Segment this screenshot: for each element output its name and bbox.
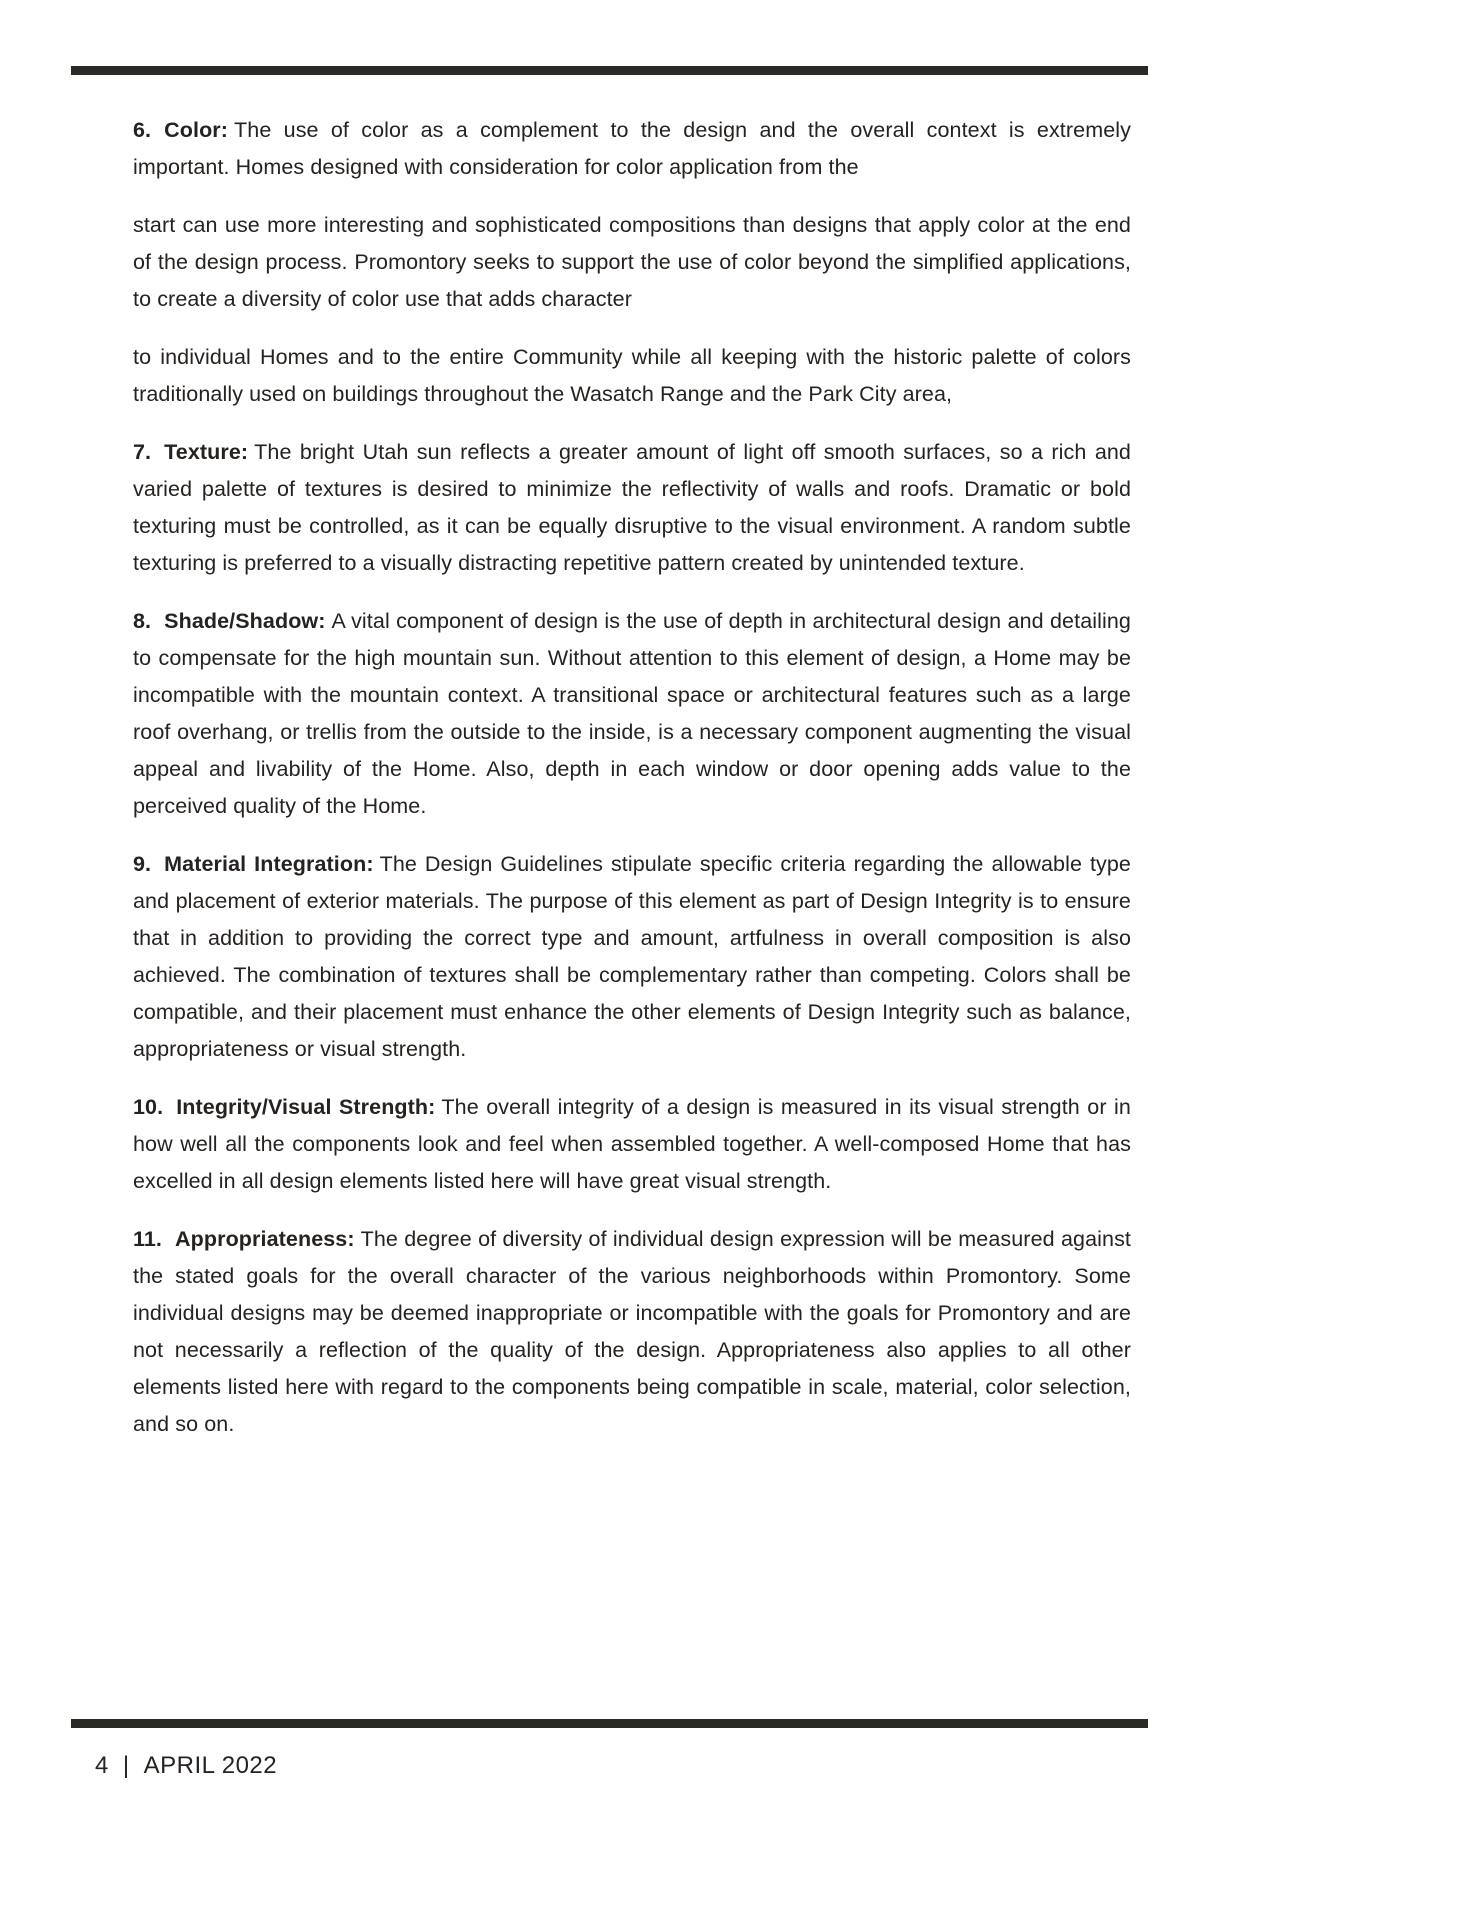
- section-label: Texture:: [164, 440, 249, 464]
- section-text: The degree of diversity of individual design expression will be measured against the stated goals for the overall character of the various neighborhoods within Promontory. Some individual designs may be deemed inappropriate or incompatible with the goals for Promontory and are not necessarily a reflection of the quality of the design. Appropriateness also applies to all other elements listed here with regard to the components being compatible in scale, material, color selection, and so on.: [133, 1227, 1131, 1436]
- section-label: Shade/Shadow:: [164, 609, 326, 633]
- footer-date: APRIL 2022: [143, 1752, 278, 1779]
- section-label: Appropriateness:: [175, 1227, 355, 1251]
- section-text: The use of color as a complement to the design and the overall context is extremely important. Homes designed with consideration for color application from the: [133, 118, 1131, 179]
- section-number: 6.: [133, 118, 152, 142]
- section-text: The overall integrity of a design is measured in its visual strength or in how well all the components look and feel when assembled together. A well-composed Home that has excelled in all design elements listed here will have great visual strength.: [133, 1095, 1131, 1193]
- page-footer: [95, 1752, 277, 1780]
- section-number: 8.: [133, 609, 152, 633]
- section-text: The Design Guidelines stipulate specific criteria regarding the allowable type and placement of exterior materials. The purpose of this element as part of Design Integrity is to ensure that in addition to providing the correct type and amount, artfulness in overall composition is also achieved. The combination of textures shall be complementary rather than competing. Colors shall be compatible, and their placement must enhance the other elements of Design Integrity such as balance, appropriateness or visual strength.: [133, 852, 1131, 1061]
- section-9-paragraph: [133, 846, 1131, 1068]
- section-7-paragraph: [133, 434, 1131, 582]
- section-text: The bright Utah sun reflects a greater amount of light off smooth surfaces, so a rich and varied palette of textures is desired to minimize the reflectivity of walls and roofs. Dramatic or bold texturing must be controlled, as it can be equally disruptive to the visual environment. A random subtle texturing is preferred to a visually distracting repetitive pattern created by unintended texture.: [133, 440, 1131, 575]
- section-6-continuation-1: start can use more interesting and sophisticated compositions than designs that apply color at the end of the design process. Promontory seeks to support the use of color beyond the simplified applications, to create a diversity of color use that adds character: [133, 213, 1131, 311]
- document-body: [133, 112, 1131, 1443]
- section-text: A vital component of design is the use of depth in architectural design and detailing to compensate for the high mountain sun. Without attention to this element of design, a Home may be incompatible with the mountain context. A transitional space or architectural features such as a large roof overhang, or trellis from the outside to the inside, is a necessary component augmenting the visual appeal and livability of the Home. Also, depth in each window or door opening adds value to the perceived quality of the Home.: [133, 609, 1131, 818]
- bottom-rule: [71, 1719, 1148, 1728]
- section-label: Color:: [164, 118, 229, 142]
- section-10-paragraph: [133, 1089, 1131, 1200]
- section-label: Material Integration:: [164, 852, 374, 876]
- section-6-continuation-2: to individual Homes and to the entire Community while all keeping with the historic palette of colors traditionally used on buildings throughout the Wasatch Range and the Park City area,: [133, 345, 1131, 406]
- top-rule: [71, 66, 1148, 75]
- section-number: 9.: [133, 852, 152, 876]
- page-number: 4: [95, 1752, 109, 1779]
- section-8-paragraph: [133, 603, 1131, 825]
- section-11-paragraph: [133, 1221, 1131, 1443]
- section-label: Integrity/Visual Strength:: [176, 1095, 436, 1119]
- section-number: 10.: [133, 1095, 164, 1119]
- section-number: 7.: [133, 440, 152, 464]
- section-6-paragraph: [133, 112, 1131, 186]
- footer-separator: |: [122, 1752, 130, 1779]
- section-number: 11.: [133, 1227, 163, 1251]
